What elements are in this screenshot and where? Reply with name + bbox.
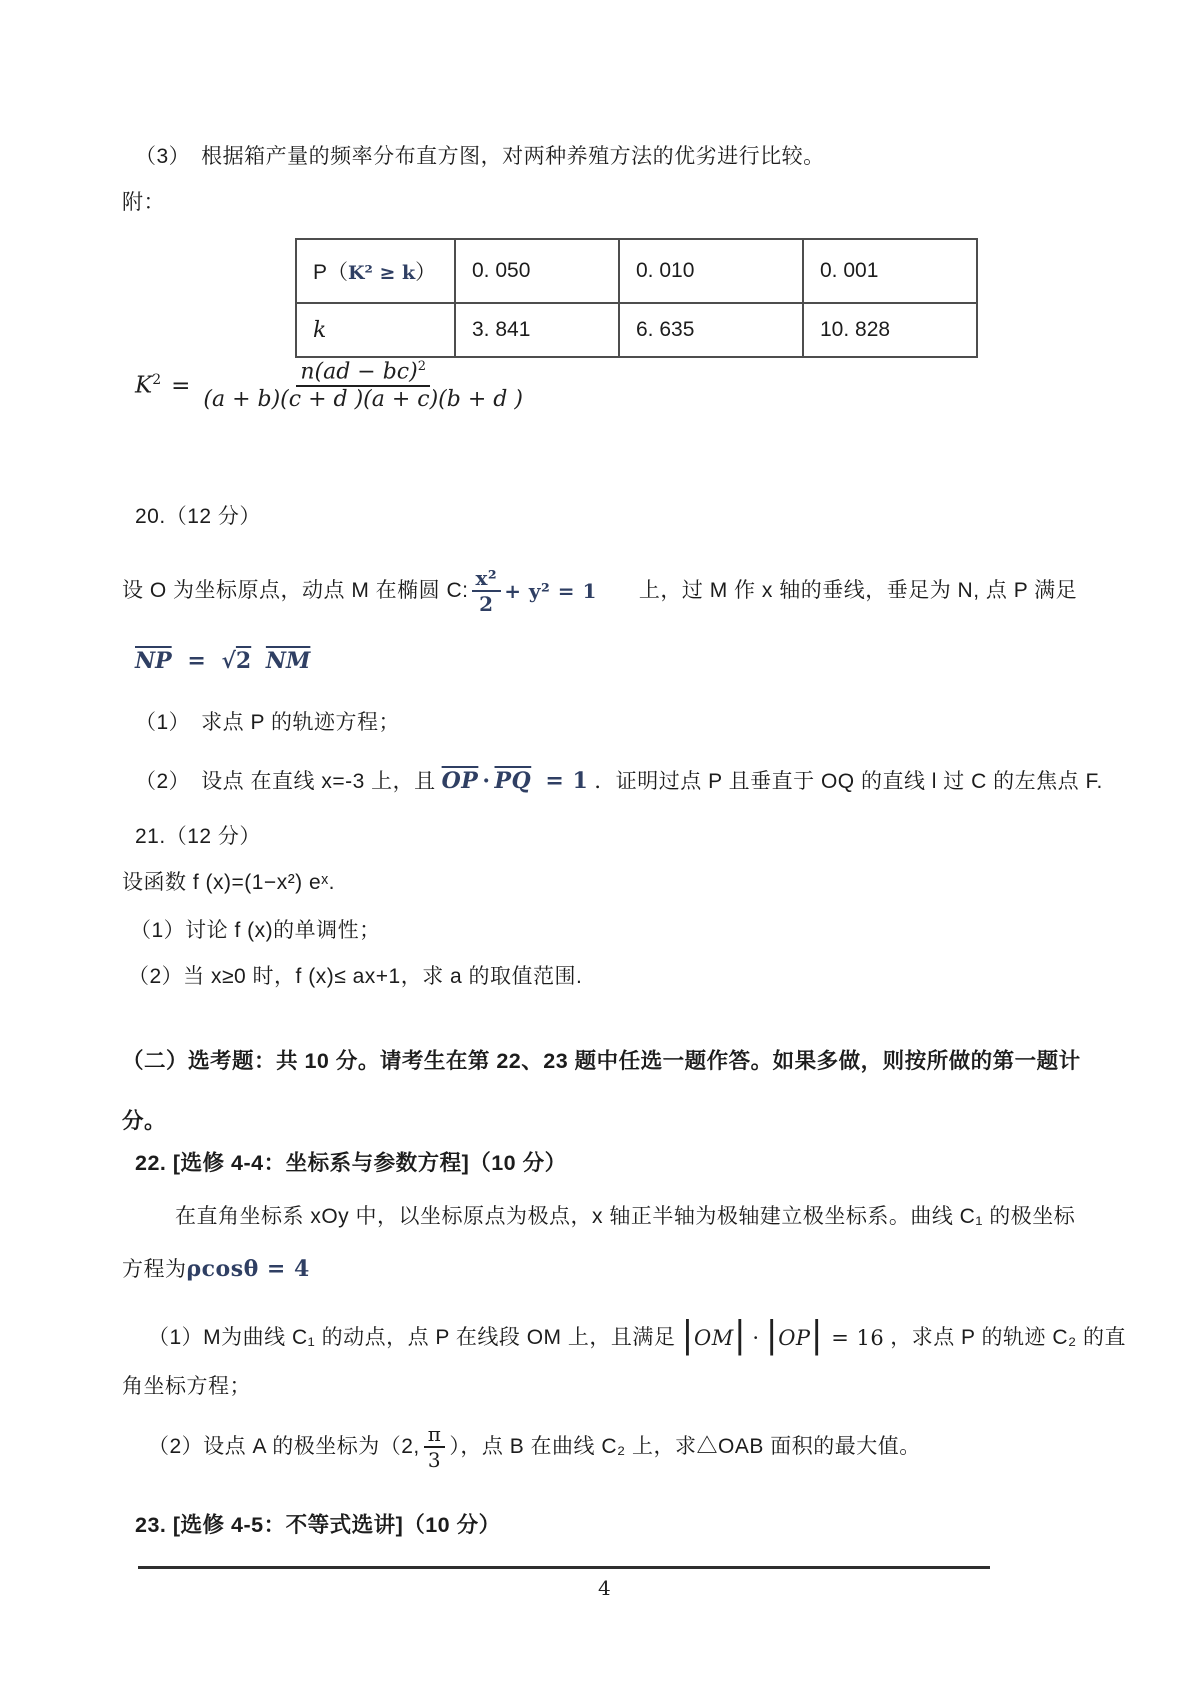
critical-value-table [295, 238, 978, 358]
attachment-label: 附： [122, 191, 165, 214]
dot-operator: · [752, 1325, 760, 1350]
q21-title: 21.（12 分） [135, 825, 261, 848]
k-squared-geq-k: K² ≥ k [348, 262, 416, 284]
footer-divider [138, 1566, 990, 1569]
vector-equation [135, 648, 310, 674]
q20-intro-post: 上，过 M 作 x 轴的垂线，垂足为 N, 点 P 满足 [638, 578, 1078, 602]
abs-bar: | [681, 1315, 695, 1356]
polar-equation: ρcosθ = 4 [186, 1256, 310, 1282]
q22-part1-pre: （1）M为曲线 C₁ 的动点，点 P 在线段 OM 上，且满足 [148, 1325, 676, 1349]
q19-part3-text: （3） 根据箱产量的频率分布直方图，对两种养殖方法的优劣进行比较。 [135, 145, 825, 168]
equals-sign: = [171, 372, 191, 399]
table-row [296, 239, 977, 303]
q22-intro-line1: 在直角坐标系 xOy 中，以坐标原点为极点，x 轴正半轴为极轴建立极坐标系。曲线 C₁ 的极坐标 [175, 1205, 1076, 1228]
p-label-close: ） [415, 261, 437, 284]
p-label: P（ [313, 261, 349, 284]
section2-line1: （二）选考题：共 10 分。请考生在第 22、23 题中任选一题作答。如果多做，则按所做的第一题计 [122, 1049, 1081, 1073]
q22-title: 22. [选修 4-4：坐标系与参数方程]（10 分） [135, 1151, 567, 1175]
q20-part2-post: ．证明过点 P 且垂直于 OQ 的直线 l 过 C 的左焦点 F. [594, 769, 1103, 793]
abs-bar: | [733, 1315, 747, 1356]
fraction-den-3: 3 [427, 1448, 442, 1472]
om-op-condition [681, 1312, 884, 1364]
q21-part1: （1）讨论 f (x)的单调性； [130, 919, 381, 942]
dot-operator: · [482, 768, 491, 794]
abs-bar: | [765, 1315, 779, 1356]
formula-lhs-exp: 2 [152, 372, 162, 389]
q22-part1-continuation: 角坐标方程； [122, 1375, 251, 1398]
equals-sixteen: = 16 [831, 1325, 885, 1350]
formula-lhs: $K^2$ [135, 372, 162, 399]
formula-denominator: (a + b)(c + d )(a + c)(b + d ) [203, 387, 523, 413]
q20-part2-pre: （2） 设点 在直线 x=-3 上，且 [135, 769, 436, 793]
vector-pq: $\overline{PQ}$ [494, 768, 532, 794]
numerator-exp: 2 [417, 359, 426, 374]
vector-np: $\overline{NP}$ [135, 648, 172, 674]
table-row [296, 303, 977, 357]
equals-sign: = [187, 648, 206, 674]
q21-function-def: 设函数 f (x)=(1−x²) eˣ. [122, 871, 335, 894]
q22-part1-post: ，求点 P 的轨迹 C₂ 的直 [890, 1325, 1127, 1349]
pi-over-3-fraction [424, 1424, 446, 1470]
segment-op: OP [778, 1325, 811, 1350]
q22-part1 [148, 1312, 1126, 1364]
q20-part1: （1） 求点 P 的轨迹方程； [135, 711, 400, 734]
q21-part2: （2）当 x≥0 时，f (x)≤ ax+1，求 a 的取值范围. [128, 965, 583, 988]
section2-line2: 分。 [122, 1109, 167, 1133]
q22-intro-line2 [122, 1254, 310, 1286]
q22-intro2-pre: 方程为 [122, 1257, 187, 1281]
table-cell: 0. 050 [455, 239, 619, 303]
q22-part2-pre: （2）设点 A 的极坐标为（2, [148, 1434, 420, 1458]
segment-om: OM [694, 1325, 734, 1350]
equals-one: = 1 [545, 768, 589, 794]
table-header-cell [296, 239, 455, 303]
table-cell: 6. 635 [619, 303, 803, 357]
ellipse-eq-rhs: + y² = 1 [504, 578, 597, 603]
q22-part2-post: ），点 B 在曲线 C₂ 上，求△OAB 面积的最大值。 [449, 1434, 921, 1458]
q20-part2 [135, 766, 1103, 798]
table-cell: 3. 841 [455, 303, 619, 357]
formula-numerator: n(ad − bc)$^2$ [296, 360, 430, 387]
table-cell: 10. 828 [803, 303, 977, 357]
q20-title: 20.（12 分） [135, 505, 261, 528]
page-number: 4 [598, 1576, 611, 1600]
ellipse-frac-num: x² [472, 568, 502, 592]
vector-op: $\overline{OP}$ [441, 768, 479, 794]
q22-part2 [148, 1424, 921, 1470]
table-cell: 0. 001 [803, 239, 977, 303]
formula-fraction [203, 360, 523, 411]
vector-nm: $\overline{NM}$ [265, 648, 311, 674]
q20-intro-pre: 设 O 为坐标原点，动点 M 在椭圆 C: [122, 578, 469, 602]
abs-bar: | [810, 1315, 824, 1356]
sqrt-value: 2 [235, 648, 252, 674]
op-pq-equation [442, 766, 589, 798]
table-cell: 0. 010 [619, 239, 803, 303]
ellipse-frac-den: 2 [479, 592, 494, 616]
fraction-num-pi: π [424, 1424, 446, 1448]
q23-title: 23. [选修 4-5：不等式选讲]（10 分） [135, 1513, 501, 1537]
table-cell-k: k [296, 303, 455, 357]
q20-intro [122, 568, 1077, 614]
sqrt-sign: √ [221, 648, 236, 674]
ellipse-equation [469, 568, 597, 614]
k-squared-formula [135, 360, 526, 411]
